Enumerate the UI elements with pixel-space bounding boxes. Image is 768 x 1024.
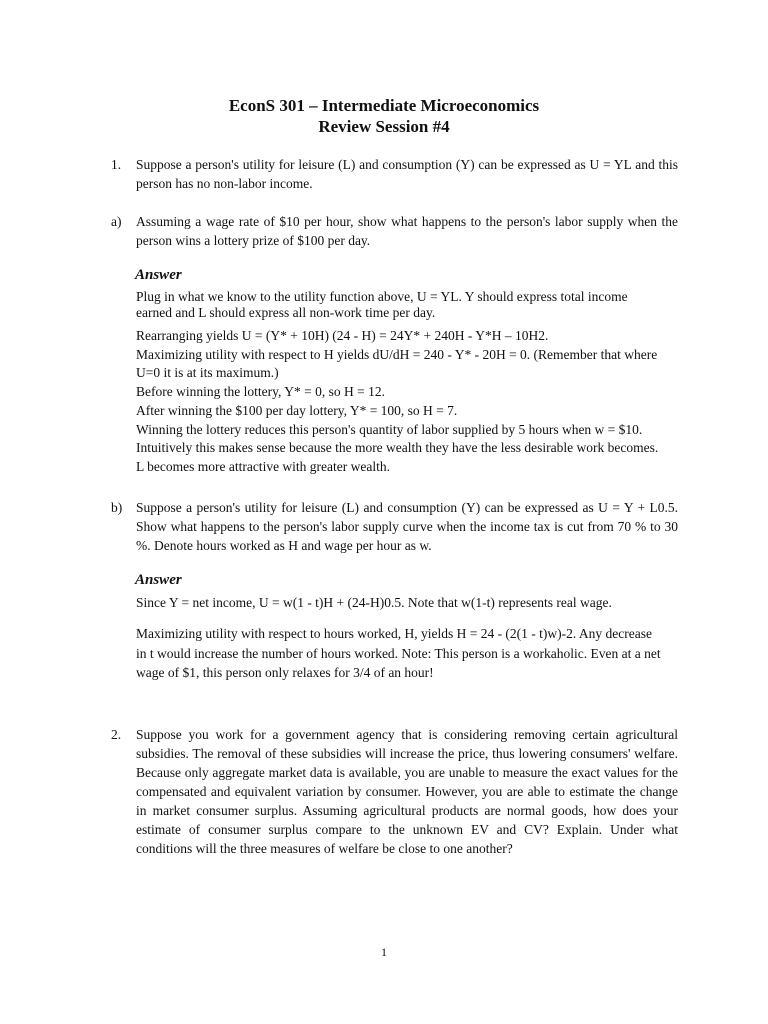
document-title: EconS 301 – Intermediate Microeconomics [228,96,540,115]
answer-line: Intuitively this makes sense because the more wealth they have the less desirable work becomes. [136,440,659,456]
answer-line: Plug in what we know to the utility function above, U = YL. Y should express total income [136,289,628,304]
question-2-number: 2. [111,727,122,742]
document-subtitle: Review Session #4 [318,117,450,136]
part-a-marker: a) [111,214,122,229]
part-b-marker: b) [111,500,123,515]
part-b-answer-heading: Answer [135,572,182,588]
part-a-answer-para-2 [136,327,681,477]
part-b-answer-para-1 [136,593,681,612]
answer-line: Since Y = net income, U = w(1 - t)H + (24-H)0.5. Note that w(1-t) represents real wage. [136,595,612,610]
question-1-text: Suppose a person's utility for leisure (L) and consumption (Y) can be expressed as U = YL and this person has no non-labor income. [136,157,678,191]
answer-line: Rearranging yields U = (Y* + 10H) (24 - H) = 24Y* + 240H - Y*H – 10H2. [136,328,549,343]
answer-line: U=0 it is at its maximum.) [136,365,279,381]
answer-line: Maximizing utility with respect to hours worked, H, yields H = 24 - (2(1 - t)w)-2. Any decrease [136,626,652,641]
answer-line: wage of $1, this person only relaxes for 3/4 of an hour! [136,665,434,680]
question-2-text: Suppose you work for a government agency that is considering removing certain agricultural subsidies. The removal of these subsidies will increase the price, thus lowering consumers' welfare. Because only aggregate market data is available, you are unable to measure the exact values for the compensated and equivalent variation by consumer. However, you are able to estimate the change in market consumer surplus. Assuming agricultural products are normal goods, how does your estimate of consumer surplus compare to the unknown EV and CV? Explain. Under what conditions will the three measures of welfare be close to one another? [136,727,678,856]
answer-line: Winning the lottery reduces this person's quantity of labor supplied by 5 hours when w = $10. [136,421,643,437]
answer-line: in t would increase the number of hours worked. Note: This person is a workaholic. Even at a net [136,645,661,661]
part-b-text: Suppose a person's utility for leisure (L) and consumption (Y) can be expressed as U = Y + L0.5. Show what happens to the person's labor supply curve when the income tax is cut from 70 % to 30 %. Denote hours worked as H and wage per hour as w. [136,500,678,553]
part-a-text: Assuming a wage rate of $10 per hour, show what happens to the person's labor supply when the person wins a lottery prize of $100 per day. [136,214,678,248]
part-a-answer-heading: Answer [135,267,182,283]
answer-line: Maximizing utility with respect to H yields dU/dH = 240 - Y* - 20H = 0. (Remember that where [136,346,658,362]
answer-line: After winning the $100 per day lottery, Y* = 100, so H = 7. [136,402,458,418]
part-a-answer-para-1 [136,289,681,321]
answer-line: L becomes more attractive with greater wealth. [136,458,391,474]
question-1-number: 1. [111,157,122,172]
part-b-answer-para-2 [136,624,681,683]
page-number: 1 [381,945,387,959]
answer-line: earned and L should express all non-work time per day. [136,305,436,320]
answer-line: Before winning the lottery, Y* = 0, so H = 12. [136,384,385,400]
